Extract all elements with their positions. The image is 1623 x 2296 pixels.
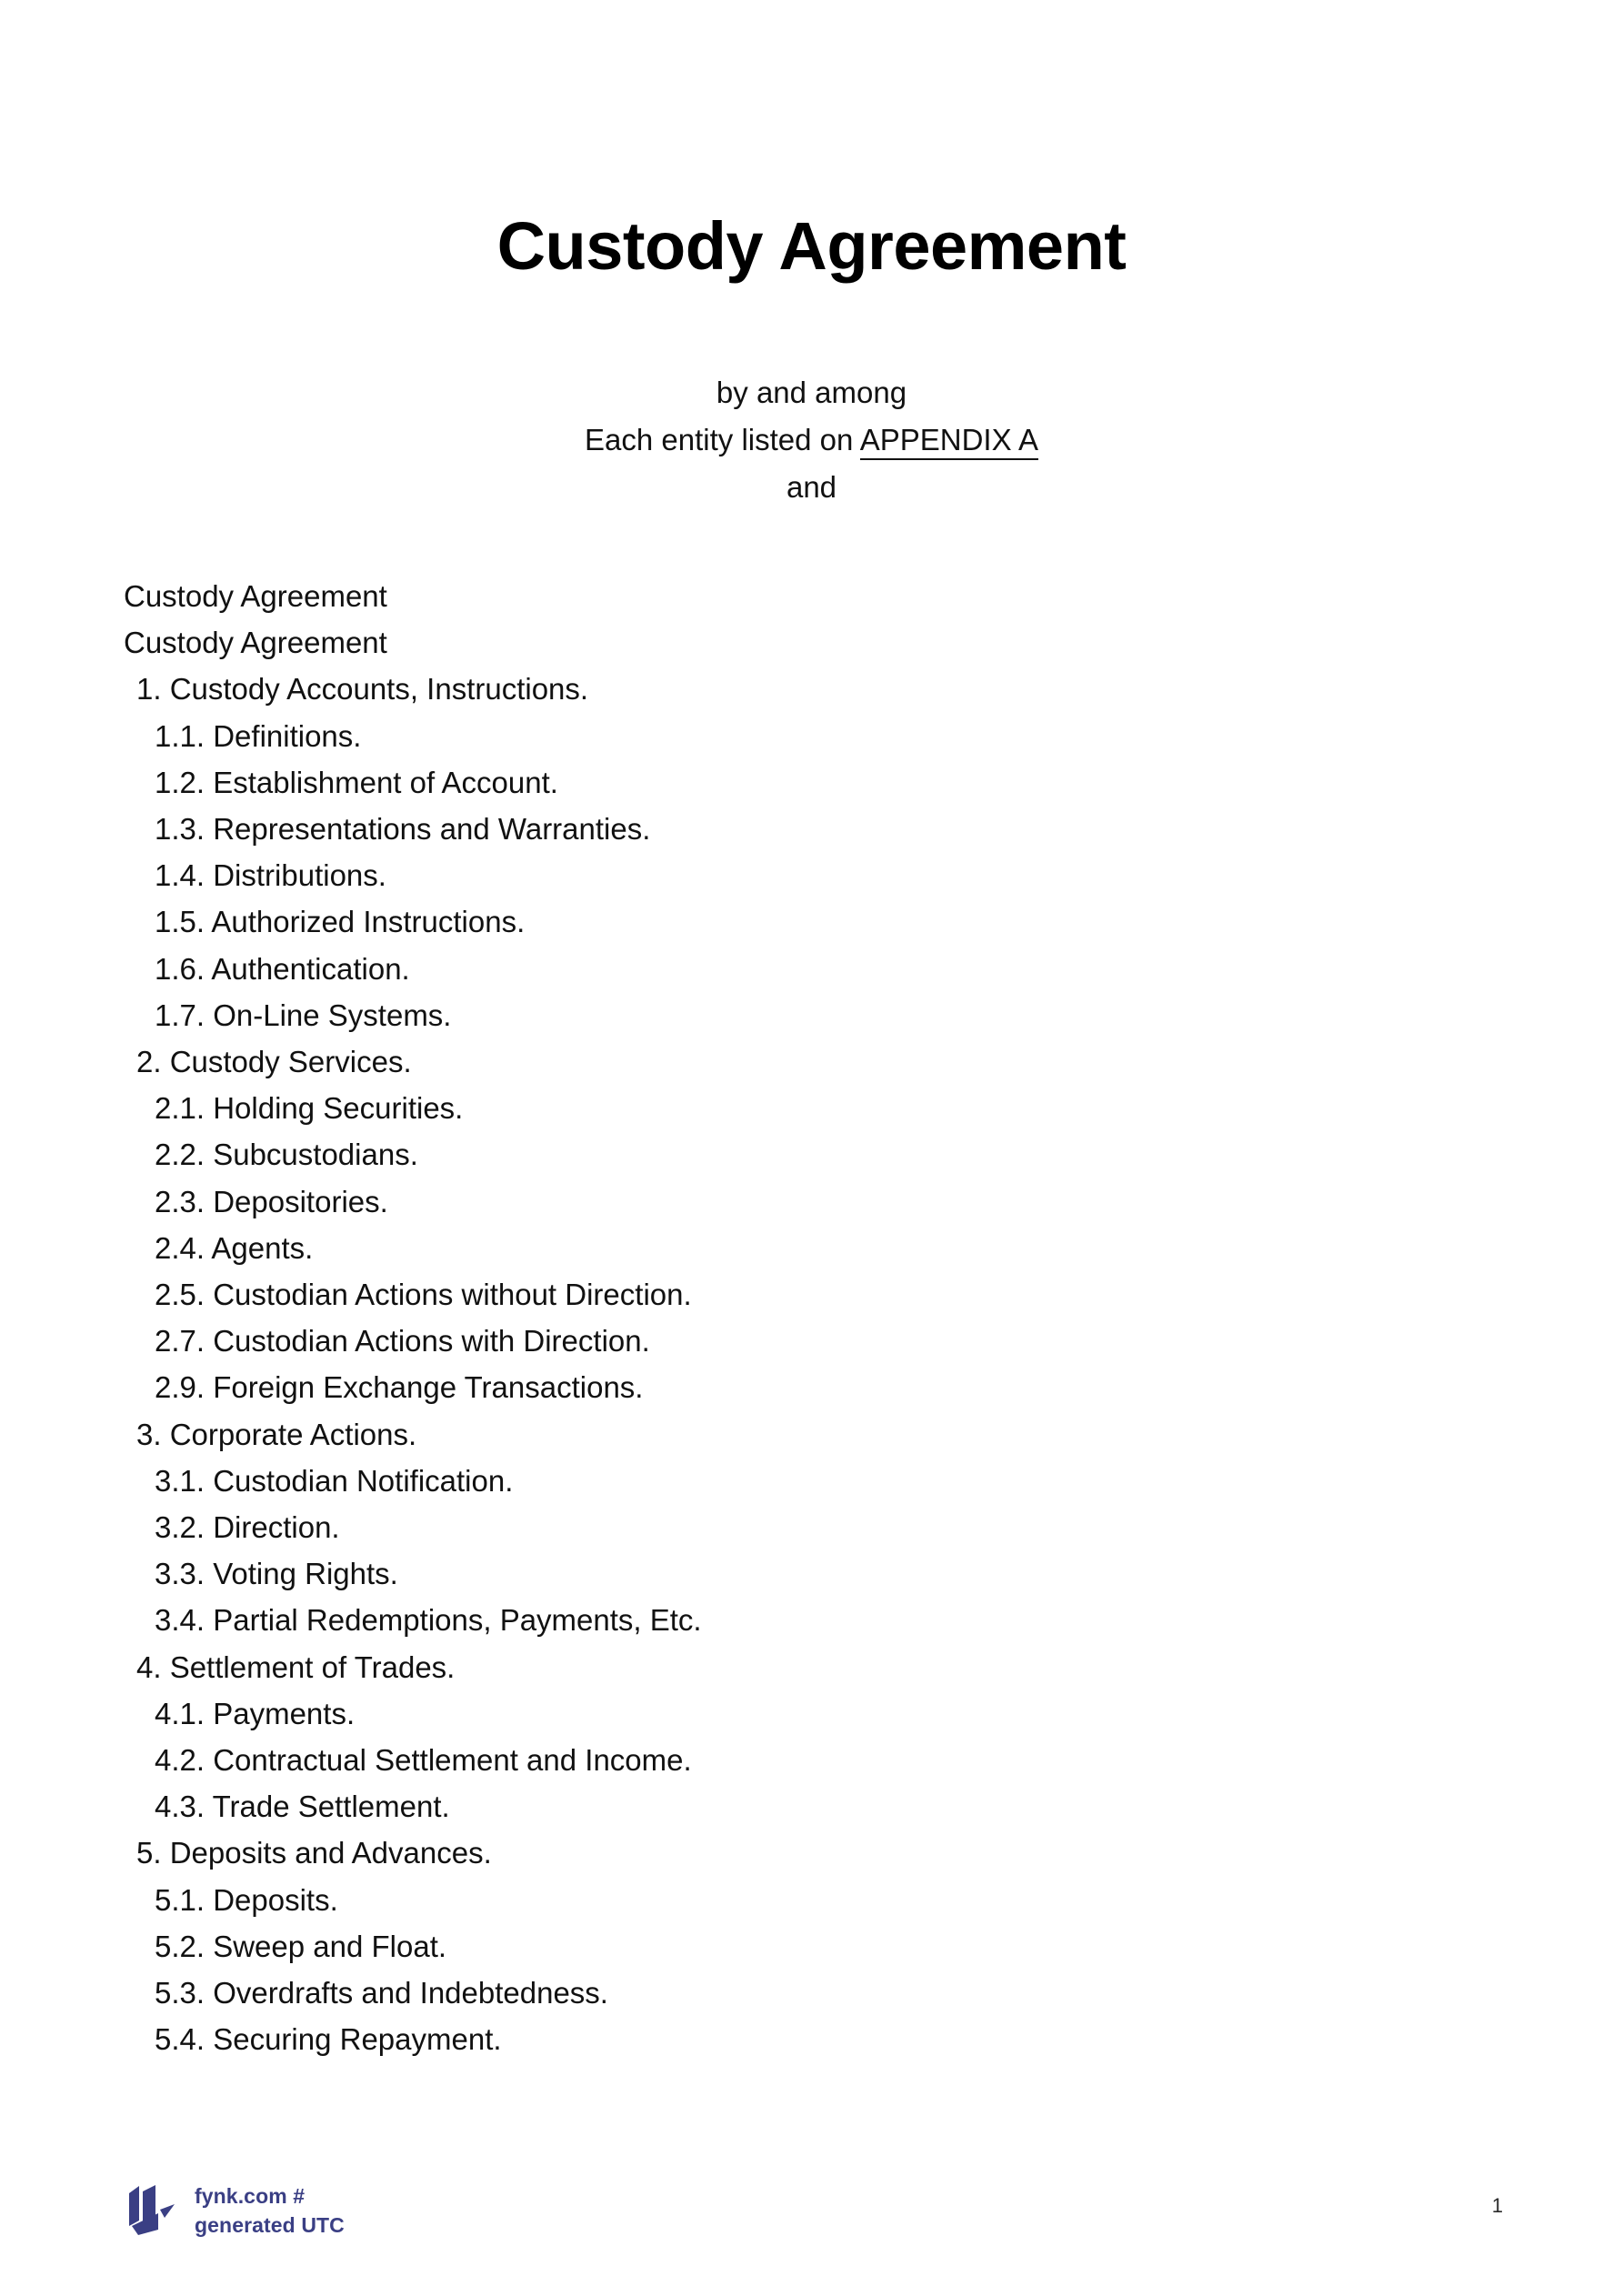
toc-entry[interactable]: 2.1. Holding Securities. <box>155 1091 464 1126</box>
toc-entry[interactable]: 5.3. Overdrafts and Indebtedness. <box>155 1976 608 2010</box>
page-title: Custody Agreement <box>496 207 1127 284</box>
preamble-prefix: Each entity listed on <box>585 423 860 456</box>
toc-entry[interactable]: 2. Custody Services. <box>136 1045 412 1079</box>
toc-entry[interactable]: 3.2. Direction. <box>155 1510 340 1545</box>
toc-entry[interactable]: 4.1. Payments. <box>155 1696 356 1730</box>
toc-entry[interactable]: 3.4. Partial Redemptions, Payments, Etc. <box>155 1603 702 1638</box>
preamble-line-and: and <box>786 470 837 504</box>
toc-entry[interactable]: 2.9. Foreign Exchange Transactions. <box>155 1370 644 1405</box>
toc-entry[interactable]: 2.5. Custodian Actions without Direction. <box>155 1278 692 1312</box>
preamble-block <box>0 369 1623 511</box>
toc-entry[interactable]: 1.5. Authorized Instructions. <box>155 905 526 939</box>
footer-brand-text <box>195 2181 345 2240</box>
toc-entry[interactable]: 2.7. Custodian Actions with Direction. <box>155 1324 650 1359</box>
footer-brand-line-2: generated UTC <box>195 2213 345 2237</box>
toc-entry[interactable]: 3.1. Custodian Notification. <box>155 1463 514 1498</box>
toc-entry[interactable]: 1.3. Representations and Warranties. <box>155 812 651 847</box>
toc-entry[interactable]: 5.2. Sweep and Float. <box>155 1929 447 1963</box>
toc-entry[interactable]: 1. Custody Accounts, Instructions. <box>136 672 589 707</box>
appendix-a-placeholder[interactable]: APPENDIX A <box>860 423 1038 460</box>
toc-entry[interactable]: 1.1. Definitions. <box>155 718 362 753</box>
toc-entry[interactable]: 2.3. Depositories. <box>155 1184 388 1218</box>
page-number: 1 <box>1491 2194 1503 2217</box>
preamble-line-parties <box>0 416 1623 464</box>
toc-entry[interactable]: 4.3. Trade Settlement. <box>155 1790 450 1824</box>
footer-brand-line-1: fynk.com # <box>195 2184 306 2208</box>
toc-entry[interactable]: Custody Agreement <box>124 579 387 613</box>
preamble-line-by-and-among: by and among <box>716 376 907 409</box>
toc-entry[interactable]: 1.4. Distributions. <box>155 858 386 893</box>
toc-entry[interactable]: 1.7. On-Line Systems. <box>155 998 452 1032</box>
footer-brand <box>127 2181 345 2240</box>
toc-entry[interactable]: 5.4. Securing Repayment. <box>155 2022 502 2057</box>
toc-entry[interactable]: 3. Corporate Actions. <box>136 1417 417 1451</box>
table-of-contents <box>0 573 1623 2063</box>
toc-entry[interactable]: 4. Settlement of Trades. <box>136 1649 456 1684</box>
toc-entry[interactable]: Custody Agreement <box>124 626 387 660</box>
toc-entry[interactable]: 4.2. Contractual Settlement and Income. <box>155 1743 692 1778</box>
toc-entry[interactable]: 2.2. Subcustodians. <box>155 1138 418 1172</box>
toc-entry[interactable]: 5.1. Deposits. <box>155 1882 338 1917</box>
toc-entry[interactable]: 1.2. Establishment of Account. <box>155 765 558 799</box>
toc-entry[interactable]: 2.4. Agents. <box>155 1230 314 1265</box>
toc-entry[interactable]: 1.6. Authentication. <box>155 951 410 986</box>
fynk-logo-icon <box>127 2184 178 2237</box>
toc-entry[interactable]: 5. Deposits and Advances. <box>136 1836 492 1870</box>
page-footer <box>0 2114 1623 2296</box>
toc-entry[interactable]: 3.3. Voting Rights. <box>155 1557 398 1591</box>
